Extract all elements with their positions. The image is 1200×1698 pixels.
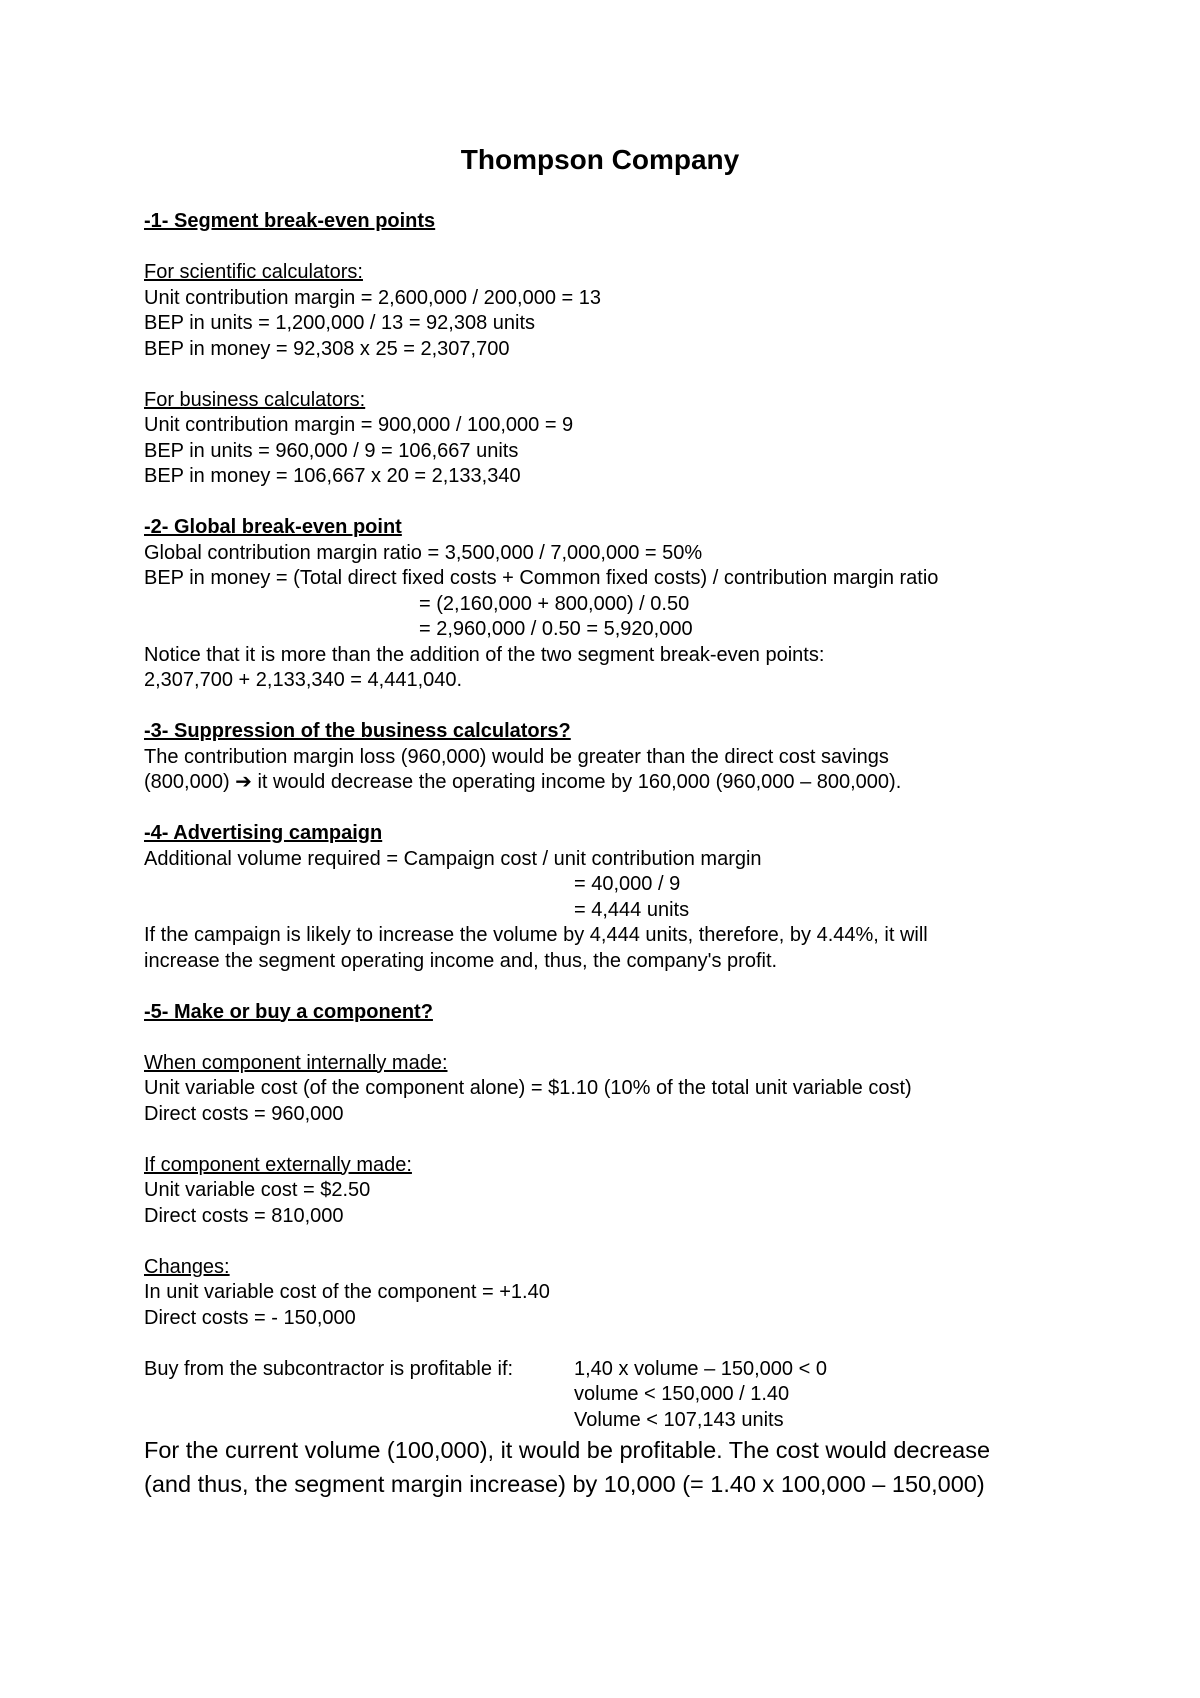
business-bep-units-line: BEP in units = 960,000 / 9 = 106,667 units bbox=[144, 439, 519, 462]
campaign-step-2: = 4,444 units bbox=[574, 898, 690, 921]
global-bep-step-1: = (2,160,000 + 800,000) / 0.50 bbox=[419, 592, 690, 615]
global-cm-ratio-line: Global contribution margin ratio = 3,500,000 / 7,000,000 = 50% bbox=[144, 541, 703, 564]
external-unit-cost-line: Unit variable cost = $2.50 bbox=[144, 1179, 371, 1201]
condition-step-2: volume < 150,000 / 1.40 bbox=[574, 1383, 790, 1405]
section-4-heading: -4- Advertising campaign bbox=[144, 822, 383, 844]
external-direct-costs-line: Direct costs = 810,000 bbox=[144, 1204, 344, 1227]
changes-direct-costs-line: Direct costs = - 150,000 bbox=[144, 1306, 356, 1329]
business-bep-money-line: BEP in money = 106,667 x 20 = 2,133,340 bbox=[144, 465, 521, 487]
profitability-condition bbox=[144, 1357, 1154, 1383]
internal-direct-costs-line: Direct costs = 960,000 bbox=[144, 1102, 344, 1125]
section-2-heading: -2- Global break-even point bbox=[144, 516, 402, 538]
section-1-heading: -1- Segment break-even points bbox=[144, 210, 436, 232]
business-calculators-label: For business calculators: bbox=[144, 388, 366, 411]
changes-unit-cost-line: In unit variable cost of the component = +1.40 bbox=[144, 1281, 550, 1303]
condition-label: Buy from the subcontractor is profitable if: bbox=[144, 1357, 514, 1380]
suppression-line-1: The contribution margin loss (960,000) would be greater than the direct cost savings bbox=[144, 745, 889, 768]
campaign-conclusion-line-1: If the campaign is likely to increase the volume by 4,444 units, therefore, by 4.44%, it will bbox=[144, 924, 928, 946]
global-bep-sum-line: 2,307,700 + 2,133,340 = 4,441,040. bbox=[144, 669, 463, 691]
internal-unit-cost-line: Unit variable cost (of the component alone) = $1.10 (10% of the total unit variable cost) bbox=[144, 1077, 912, 1099]
scientific-unit-cm-line: Unit contribution margin = 2,600,000 / 200,000 = 13 bbox=[144, 286, 601, 309]
document-body bbox=[144, 209, 1154, 1501]
document-title: Thompson Company bbox=[460, 144, 740, 175]
conclusion-line-1: For the current volume (100,000), it would be profitable. The cost would decrease bbox=[144, 1437, 991, 1463]
condition-step-1: 1,40 x volume – 150,000 < 0 bbox=[574, 1357, 827, 1380]
section-3-heading: -3- Suppression of the business calculators? bbox=[144, 720, 571, 742]
changes-label: Changes: bbox=[144, 1255, 230, 1278]
campaign-conclusion-line-2: increase the segment operating income and, thus, the company's profit. bbox=[144, 949, 778, 972]
scientific-bep-money-line: BEP in money = 92,308 x 25 = 2,307,700 bbox=[144, 337, 510, 360]
business-unit-cm-line: Unit contribution margin = 900,000 / 100,000 = 9 bbox=[144, 414, 574, 436]
campaign-formula-line: Additional volume required = Campaign cost / unit contribution margin bbox=[144, 847, 762, 870]
scientific-calculators-label: For scientific calculators: bbox=[144, 261, 363, 283]
external-component-label: If component externally made: bbox=[144, 1153, 412, 1176]
internal-component-label: When component internally made: bbox=[144, 1051, 448, 1074]
conclusion-line-2: (and thus, the segment margin increase) by 10,000 (= 1.40 x 100,000 – 150,000) bbox=[144, 1471, 985, 1497]
global-bep-formula-line: BEP in money = (Total direct fixed costs + Common fixed costs) / contribution margin ratio bbox=[144, 567, 939, 589]
scientific-bep-units-line: BEP in units = 1,200,000 / 13 = 92,308 units bbox=[144, 312, 536, 334]
suppression-line-2: (800,000) ➔ it would decrease the operating income by 160,000 (960,000 – 800,000). bbox=[144, 771, 902, 793]
condition-step-3: Volume < 107,143 units bbox=[574, 1408, 784, 1431]
global-bep-notice-line: Notice that it is more than the addition of the two segment break-even points: bbox=[144, 643, 825, 666]
campaign-step-1: = 40,000 / 9 bbox=[574, 873, 681, 895]
global-bep-step-2: = 2,960,000 / 0.50 = 5,920,000 bbox=[419, 618, 693, 640]
section-5-heading: -5- Make or buy a component? bbox=[144, 1000, 433, 1023]
